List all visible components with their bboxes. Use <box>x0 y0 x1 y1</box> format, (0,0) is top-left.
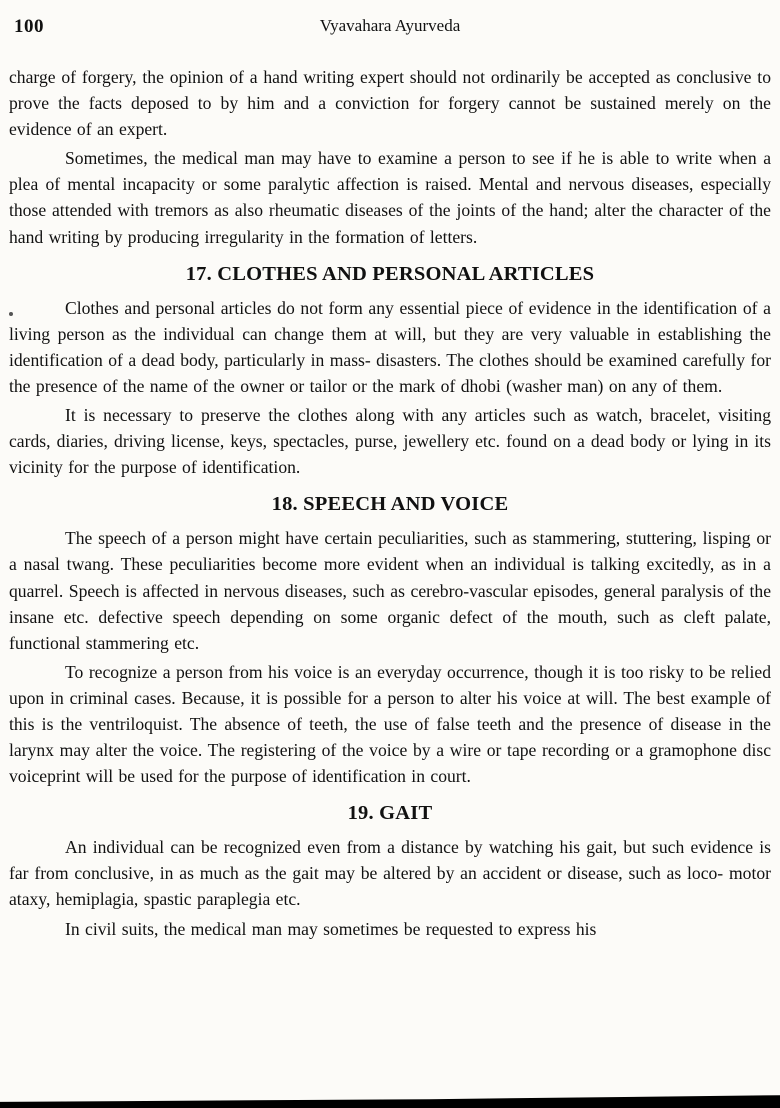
paragraph-speech-1: The speech of a person might have certain peculiarities, such as stammering, stuttering, lisping or a nasal twang. These peculiarities become more evident when an individual is talking excitedly, as in a quarrel. Speech is affected in nervous diseases, such as cerebro-vascular episodes, general paralysis of the insane etc. defective speech depending on some organic defect of the mouth, such as cleft palate, functional stammering etc. <box>9 528 771 653</box>
paragraph-clothes-1: Clothes and personal articles do not form any essential piece of evidence in the identification of a living person as the individual can change them at will, but they are very valuable in establishing the identification of a dead body, particularly in mass- disasters. The clothes should be examined carefully for the presence of the name of the owner or tailor or the mark of dhobi (washer man) on any of them. <box>9 297 771 396</box>
scan-speck <box>9 312 13 316</box>
section-heading-19-gait: 19. GAIT <box>347 802 433 825</box>
paragraph-speech-2: To recognize a person from his voice is an everyday occurrence, though it is too risky to be relied upon in criminal cases. Because, it is possible for a person to alter his voice at will. The best example of this is the ventriloquist. The absence of teeth, the use of false teeth and the presence of disease in the larynx may alter the voice. The registering of the voice by a wire or tape recording or a gramophone disc voiceprint will be used for the purpose of identification in court. <box>9 661 771 787</box>
section-heading-18-speech: 18. SPEECH AND VOICE <box>271 493 509 516</box>
paragraph-gait-2: In civil suits, the medical man may sometimes be requested to express his <box>65 918 597 939</box>
running-title: Vyavahara Ayurveda <box>319 16 461 35</box>
page-number: 100 <box>14 16 44 37</box>
page-header <box>0 0 780 38</box>
page-content <box>0 38 780 942</box>
paragraph-handwriting: Sometimes, the medical man may have to examine a person to see if he is able to write when a plea of mental incapacity or some paralytic affection is raised. Mental and nervous diseases, especially those attended with tremors as also rheumatic diseases of the joints of the hand; alter the character of the hand writing by producing irregularity in the formation of letters. <box>9 148 771 247</box>
paragraph-forgery-continuation: charge of forgery, the opinion of a hand writing expert should not ordinarily be accepted as conclusive to prove the facts deposed to by him and a conviction for forgery cannot be sustained merely on the evidence of an expert. <box>9 67 771 140</box>
section-heading-17-clothes: 17. CLOTHES AND PERSONAL ARTICLES <box>185 262 595 285</box>
paragraph-clothes-2: It is necessary to preserve the clothes along with any articles such as watch, bracelet, visiting cards, diaries, driving license, keys, spectacles, purse, jewellery etc. found on a dead body or lying in its vicinity for the purpose of identification. <box>9 405 771 478</box>
scan-edge-artifact <box>0 1092 780 1108</box>
paragraph-gait-1: An individual can be recognized even from a distance by watching his gait, but such evidence is far from conclusive, in as much as the gait may be altered by an accident or disease, such as loco- motor ataxy, hemiplagia, spastic paraplegia etc. <box>9 837 771 910</box>
